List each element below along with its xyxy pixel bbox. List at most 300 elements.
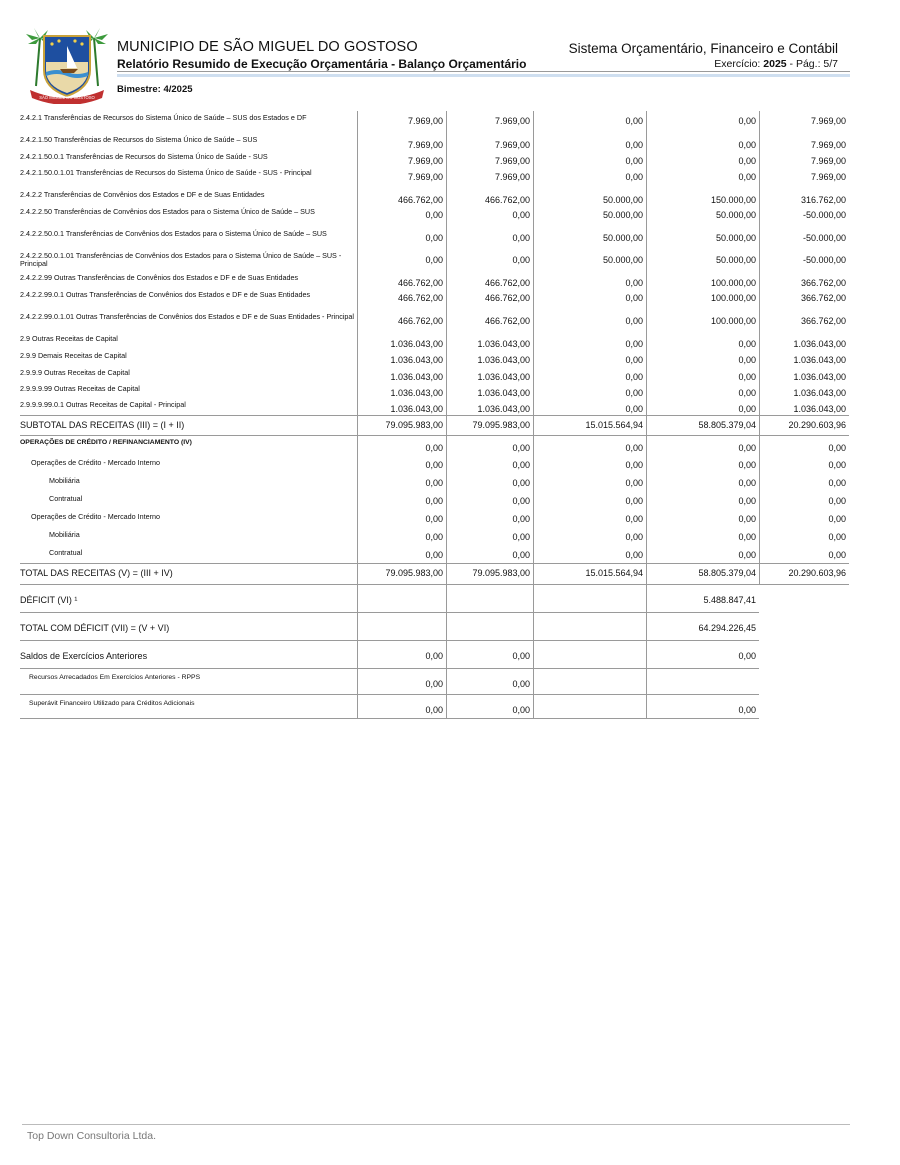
row-label: OPERAÇÕES DE CRÉDITO / REFINANCIAMENTO (IV) xyxy=(20,439,192,446)
value-cell xyxy=(357,310,446,332)
value-cell xyxy=(759,310,849,332)
cell-value: 0,00 xyxy=(828,550,846,560)
cell-value: 1.036.043,00 xyxy=(390,388,443,398)
value-cell xyxy=(646,527,759,545)
value-cell xyxy=(533,613,646,640)
cell-value: 7.969,00 xyxy=(407,172,443,182)
cell-value: 7.969,00 xyxy=(494,172,530,182)
value-cell xyxy=(533,205,646,227)
cell-value: 466.762,00 xyxy=(397,195,443,205)
cell-value: 0,00 xyxy=(625,496,643,506)
cell-value: 0,00 xyxy=(738,355,756,365)
cell-value: 100.000,00 xyxy=(710,293,756,303)
value-cell xyxy=(533,641,646,668)
value-cell xyxy=(446,527,533,545)
cell-value: 0,00 xyxy=(512,233,530,243)
table-row xyxy=(20,509,849,527)
table-row xyxy=(20,310,849,332)
value-cell xyxy=(446,585,533,612)
value-cell xyxy=(533,585,646,612)
cell-value: 79.095.983,00 xyxy=(385,420,443,430)
cell-value: 0,00 xyxy=(828,478,846,488)
cell-value: 466.762,00 xyxy=(484,293,530,303)
cell-value: 0,00 xyxy=(425,550,443,560)
table-row xyxy=(20,435,849,455)
value-cell xyxy=(646,613,759,640)
row-label: Mobiliária xyxy=(49,530,80,539)
value-cell xyxy=(446,271,533,288)
value-cell xyxy=(357,545,446,563)
value-cell xyxy=(646,366,759,382)
table-row xyxy=(20,398,849,415)
value-cell xyxy=(646,227,759,249)
cell-value: 0,00 xyxy=(625,460,643,470)
value-cell xyxy=(357,111,446,133)
value-cell xyxy=(533,111,646,133)
value-cell xyxy=(446,491,533,509)
value-cell xyxy=(446,669,533,694)
cell-value: 0,00 xyxy=(625,316,643,326)
cell-value: 1.036.043,00 xyxy=(793,404,846,414)
value-cell xyxy=(357,509,446,527)
row-label: 2.4.2.2.50.0.1.01 Transferências de Convênios dos Estados para o Sistema Único de Saúde – SUS - Principal xyxy=(20,251,342,269)
value-cell xyxy=(646,669,759,694)
row-label: Contratual xyxy=(49,548,83,557)
cell-value: 0,00 xyxy=(625,278,643,288)
value-cell xyxy=(759,398,849,415)
cell-value: 1.036.043,00 xyxy=(793,355,846,365)
value-cell xyxy=(533,188,646,205)
cell-value: 0,00 xyxy=(738,443,756,453)
cell-value: 1.036.043,00 xyxy=(793,388,846,398)
value-cell xyxy=(357,436,446,455)
cell-value: 0,00 xyxy=(828,496,846,506)
cell-value: 7.969,00 xyxy=(810,156,846,166)
cell-value: 0,00 xyxy=(425,210,443,220)
cell-value: 0,00 xyxy=(512,651,530,661)
cell-value: 0,00 xyxy=(625,293,643,303)
value-cell xyxy=(357,669,446,694)
value-cell xyxy=(357,188,446,205)
cell-value: 0,00 xyxy=(625,140,643,150)
cell-value: 0,00 xyxy=(625,172,643,182)
table-row xyxy=(20,563,849,585)
value-cell xyxy=(533,398,646,415)
value-cell xyxy=(357,416,446,435)
value-cell xyxy=(646,382,759,398)
row-label: 2.4.2.2.50.0.1 Transferências de Convênios dos Estados para o Sistema Único de Saúde – SUS xyxy=(20,229,327,238)
cell-value: 0,00 xyxy=(512,532,530,542)
cell-value: 0,00 xyxy=(512,443,530,453)
value-cell xyxy=(759,349,849,366)
cell-value: 100.000,00 xyxy=(710,278,756,288)
value-cell xyxy=(759,205,849,227)
value-cell xyxy=(646,641,759,668)
value-cell xyxy=(533,545,646,563)
page-number: Pág.: 5/7 xyxy=(795,58,838,70)
table-row xyxy=(20,669,759,695)
cell-value: 64.294.226,45 xyxy=(698,623,756,633)
row-label: 2.9.9 Demais Receitas de Capital xyxy=(20,351,127,360)
value-cell xyxy=(759,564,849,584)
row-label: Contratual xyxy=(49,494,83,503)
value-cell xyxy=(759,527,849,545)
value-cell xyxy=(446,349,533,366)
value-cell xyxy=(533,227,646,249)
value-cell xyxy=(759,166,849,188)
value-cell xyxy=(446,133,533,150)
value-cell xyxy=(357,166,446,188)
value-cell xyxy=(759,111,849,133)
cell-value: 79.095.983,00 xyxy=(472,420,530,430)
table-row xyxy=(20,473,849,491)
value-cell xyxy=(357,249,446,271)
value-cell xyxy=(357,150,446,166)
cell-value: 0,00 xyxy=(625,116,643,126)
cell-value: 7.969,00 xyxy=(494,116,530,126)
cell-value: 0,00 xyxy=(512,514,530,524)
value-cell xyxy=(357,455,446,473)
value-cell xyxy=(357,585,446,612)
row-label: DÉFICIT (VI) ¹ xyxy=(20,595,78,605)
table-row xyxy=(20,166,849,188)
cell-value: 50.000,00 xyxy=(602,195,643,205)
cell-value: 0,00 xyxy=(828,514,846,524)
cell-value: -50.000,00 xyxy=(802,255,846,265)
cell-value: 366.762,00 xyxy=(800,278,846,288)
value-cell xyxy=(446,416,533,435)
value-cell xyxy=(646,695,759,718)
cell-value: 0,00 xyxy=(625,478,643,488)
value-cell xyxy=(533,455,646,473)
cell-value: 50.000,00 xyxy=(602,210,643,220)
value-cell xyxy=(533,382,646,398)
cell-value: 0,00 xyxy=(625,388,643,398)
cell-value: 0,00 xyxy=(738,550,756,560)
cell-value: -50.000,00 xyxy=(802,210,846,220)
value-cell xyxy=(533,473,646,491)
system-name: Sistema Orçamentário, Financeiro e Contábil xyxy=(568,41,838,56)
value-cell xyxy=(357,473,446,491)
value-cell xyxy=(446,564,533,584)
table-row xyxy=(20,455,849,473)
value-cell xyxy=(357,271,446,288)
cell-value: 0,00 xyxy=(738,404,756,414)
cell-value: 0,00 xyxy=(828,532,846,542)
value-cell xyxy=(446,436,533,455)
row-label: TOTAL COM DÉFICIT (VII) = (V + VI) xyxy=(20,623,170,633)
municipality-name: MUNICIPIO DE SÃO MIGUEL DO GOSTOSO xyxy=(117,39,418,55)
cell-value: 150.000,00 xyxy=(710,195,756,205)
value-cell xyxy=(357,332,446,349)
cell-value: -50.000,00 xyxy=(802,233,846,243)
cell-value: 0,00 xyxy=(828,443,846,453)
cell-value: 0,00 xyxy=(512,496,530,506)
cell-value: 0,00 xyxy=(425,255,443,265)
value-cell xyxy=(446,310,533,332)
value-cell xyxy=(446,227,533,249)
cell-value: 0,00 xyxy=(425,233,443,243)
value-cell xyxy=(646,150,759,166)
value-cell xyxy=(446,545,533,563)
value-cell xyxy=(646,310,759,332)
cell-value: 15.015.564,94 xyxy=(585,420,643,430)
value-cell xyxy=(646,188,759,205)
value-cell xyxy=(759,416,849,435)
value-cell xyxy=(646,133,759,150)
table-row xyxy=(20,133,849,150)
logo-ribbon-text: SÃO MIGUEL DO GOSTOSO xyxy=(39,95,95,100)
value-cell xyxy=(759,473,849,491)
cell-value: 0,00 xyxy=(512,478,530,488)
row-label: 2.4.2.1.50.0.1 Transferências de Recursos do Sistema Único de Saúde - SUS xyxy=(20,152,268,161)
row-label: Mobiliária xyxy=(49,476,80,485)
footer-divider xyxy=(22,1124,850,1125)
cell-value: 0,00 xyxy=(512,705,530,715)
cell-value: 50.000,00 xyxy=(715,210,756,220)
value-cell xyxy=(646,249,759,271)
cell-value: 1.036.043,00 xyxy=(390,355,443,365)
value-cell xyxy=(446,249,533,271)
cell-value: 0,00 xyxy=(738,116,756,126)
cell-value: 7.969,00 xyxy=(407,140,443,150)
value-cell xyxy=(646,564,759,584)
cell-value: 1.036.043,00 xyxy=(793,372,846,382)
table-row xyxy=(20,188,849,205)
row-label: 2.4.2.2.99.0.1 Outras Transferências de Convênios dos Estados e DF e de Suas Entidades xyxy=(20,290,311,299)
row-label: 2.4.2.1 Transferências de Recursos do Sistema Único de Saúde – SUS dos Estados e DF xyxy=(20,113,307,122)
cell-value: 7.969,00 xyxy=(494,140,530,150)
value-cell xyxy=(759,366,849,382)
value-cell xyxy=(357,527,446,545)
cell-value: 0,00 xyxy=(425,651,443,661)
cell-value: 0,00 xyxy=(738,478,756,488)
row-label: 2.9 Outras Receitas de Capital xyxy=(20,334,118,343)
exercise-year: 2025 xyxy=(763,58,787,70)
value-cell xyxy=(533,288,646,310)
cell-value: 366.762,00 xyxy=(800,293,846,303)
row-label: Superávit Financeiro Utilizado para Créditos Adicionais xyxy=(29,700,195,707)
cell-value: 0,00 xyxy=(738,140,756,150)
value-cell xyxy=(357,227,446,249)
cell-value: 0,00 xyxy=(512,550,530,560)
value-cell xyxy=(357,133,446,150)
value-cell xyxy=(446,398,533,415)
value-cell xyxy=(446,332,533,349)
table-row xyxy=(20,527,849,545)
cell-value: 0,00 xyxy=(738,372,756,382)
value-cell xyxy=(646,111,759,133)
cell-value: 7.969,00 xyxy=(407,156,443,166)
cell-value: 1.036.043,00 xyxy=(477,372,530,382)
value-cell xyxy=(533,366,646,382)
cell-value: 100.000,00 xyxy=(710,316,756,326)
cell-value: 15.015.564,94 xyxy=(585,568,643,578)
cell-value: 1.036.043,00 xyxy=(390,404,443,414)
row-label: 2.9.9.9 Outras Receitas de Capital xyxy=(20,368,130,377)
cell-value: 0,00 xyxy=(625,443,643,453)
cell-value: 466.762,00 xyxy=(397,278,443,288)
cell-value: 0,00 xyxy=(625,404,643,414)
value-cell xyxy=(446,382,533,398)
footer-company: Top Down Consultoria Ltda. xyxy=(27,1130,156,1142)
value-cell xyxy=(646,271,759,288)
value-cell xyxy=(533,436,646,455)
value-cell xyxy=(759,455,849,473)
value-cell xyxy=(533,695,646,718)
cell-value: 7.969,00 xyxy=(494,156,530,166)
value-cell xyxy=(357,398,446,415)
value-cell xyxy=(759,491,849,509)
value-cell xyxy=(533,249,646,271)
row-label: Operações de Crédito - Mercado Interno xyxy=(31,512,161,521)
row-label: TOTAL DAS RECEITAS (V) = (III + IV) xyxy=(20,568,173,578)
value-cell xyxy=(759,133,849,150)
value-cell xyxy=(533,332,646,349)
table-row xyxy=(20,585,759,613)
value-cell xyxy=(533,669,646,694)
table-row xyxy=(20,150,849,166)
cell-value: 79.095.983,00 xyxy=(472,568,530,578)
cell-value: 0,00 xyxy=(738,496,756,506)
cell-value: 1.036.043,00 xyxy=(390,372,443,382)
value-cell xyxy=(646,349,759,366)
cell-value: 466.762,00 xyxy=(397,293,443,303)
cell-value: 0,00 xyxy=(425,496,443,506)
cell-value: 0,00 xyxy=(425,532,443,542)
cell-value: 1.036.043,00 xyxy=(477,339,530,349)
cell-value: 0,00 xyxy=(625,156,643,166)
table-row xyxy=(20,288,849,310)
value-cell xyxy=(357,641,446,668)
cell-value: 50.000,00 xyxy=(715,255,756,265)
cell-value: 0,00 xyxy=(425,478,443,488)
value-cell xyxy=(646,205,759,227)
value-cell xyxy=(646,398,759,415)
cell-value: 79.095.983,00 xyxy=(385,568,443,578)
value-cell xyxy=(759,227,849,249)
table-row xyxy=(20,111,849,133)
value-cell xyxy=(446,150,533,166)
row-label: 2.4.2.2.50 Transferências de Convênios dos Estados para o Sistema Único de Saúde – SUS xyxy=(20,207,315,216)
value-cell xyxy=(533,150,646,166)
value-cell xyxy=(446,613,533,640)
cell-value: 1.036.043,00 xyxy=(477,355,530,365)
value-cell xyxy=(357,382,446,398)
exercise-label: Exercício: xyxy=(714,58,761,70)
cell-value: 0,00 xyxy=(625,514,643,524)
value-cell xyxy=(446,288,533,310)
row-label: Recursos Arrecadados Em Exercícios Anteriores - RPPS xyxy=(29,674,201,681)
cell-value: 316.762,00 xyxy=(800,195,846,205)
reporting-period: Bimestre: 4/2025 xyxy=(117,84,193,95)
row-label: 2.4.2.1.50 Transferências de Recursos do Sistema Único de Saúde – SUS xyxy=(20,135,258,144)
value-cell xyxy=(446,166,533,188)
value-cell xyxy=(357,564,446,584)
value-cell xyxy=(446,641,533,668)
value-cell xyxy=(533,166,646,188)
cell-value: 20.290.603,96 xyxy=(788,420,846,430)
value-cell xyxy=(533,527,646,545)
table-row xyxy=(20,695,759,719)
value-cell xyxy=(533,271,646,288)
value-cell xyxy=(446,111,533,133)
cell-value: 1.036.043,00 xyxy=(477,404,530,414)
header-accent-bar xyxy=(117,74,850,77)
cell-value: 5.488.847,41 xyxy=(703,595,756,605)
value-cell xyxy=(533,310,646,332)
value-cell xyxy=(646,455,759,473)
row-label: Saldos de Exercícios Anteriores xyxy=(20,651,148,661)
cell-value: 0,00 xyxy=(738,172,756,182)
value-cell xyxy=(446,205,533,227)
cell-value: 0,00 xyxy=(425,679,443,689)
row-label: SUBTOTAL DAS RECEITAS (III) = (I + II) xyxy=(20,420,185,430)
cell-value: 0,00 xyxy=(425,514,443,524)
value-cell xyxy=(646,473,759,491)
cell-value: 0,00 xyxy=(625,532,643,542)
value-cell xyxy=(759,382,849,398)
cell-value: 0,00 xyxy=(425,443,443,453)
header-divider xyxy=(117,71,850,72)
value-cell xyxy=(646,585,759,612)
value-cell xyxy=(759,188,849,205)
cell-value: 0,00 xyxy=(512,255,530,265)
value-cell xyxy=(646,491,759,509)
cell-value: 466.762,00 xyxy=(484,316,530,326)
value-cell xyxy=(646,332,759,349)
cell-value: 58.805.379,04 xyxy=(698,420,756,430)
row-label: 2.4.2.1.50.0.1.01 Transferências de Recursos do Sistema Único de Saúde - SUS - Principal xyxy=(20,168,312,177)
value-cell xyxy=(533,133,646,150)
cell-value: 7.969,00 xyxy=(810,140,846,150)
value-cell xyxy=(357,366,446,382)
value-cell xyxy=(646,288,759,310)
cell-value: 0,00 xyxy=(738,514,756,524)
table-row xyxy=(20,415,849,435)
cell-value: 466.762,00 xyxy=(484,195,530,205)
cell-value: 1.036.043,00 xyxy=(390,339,443,349)
value-cell xyxy=(446,455,533,473)
value-cell xyxy=(646,436,759,455)
cell-value: 0,00 xyxy=(738,388,756,398)
value-cell xyxy=(357,205,446,227)
cell-value: 466.762,00 xyxy=(484,278,530,288)
value-cell xyxy=(446,695,533,718)
row-label: 2.9.9.9.99 Outras Receitas de Capital xyxy=(20,384,140,393)
table-row xyxy=(20,227,849,249)
value-cell xyxy=(759,509,849,527)
value-cell xyxy=(646,509,759,527)
cell-value: 0,00 xyxy=(512,679,530,689)
cell-value: 0,00 xyxy=(512,210,530,220)
cell-value: 0,00 xyxy=(738,156,756,166)
row-label: 2.4.2.2.99.0.1.01 Outras Transferências de Convênios dos Estados e DF e de Suas Entidades - Principal xyxy=(20,312,355,321)
cell-value: 7.969,00 xyxy=(407,116,443,126)
value-cell xyxy=(759,249,849,271)
table-row xyxy=(20,332,849,349)
value-cell xyxy=(533,416,646,435)
value-cell xyxy=(759,436,849,455)
value-cell xyxy=(759,332,849,349)
value-cell xyxy=(646,166,759,188)
row-label: 2.9.9.9.99.0.1 Outras Receitas de Capital - Principal xyxy=(20,400,186,409)
row-label: Operações de Crédito - Mercado Interno xyxy=(31,458,161,467)
row-label: 2.4.2.2.99 Outras Transferências de Convênios dos Estados e DF e de Suas Entidades xyxy=(20,273,299,282)
row-label: 2.4.2.2 Transferências de Convênios dos Estados e DF e de Suas Entidades xyxy=(20,190,265,199)
value-cell xyxy=(759,271,849,288)
value-cell xyxy=(759,288,849,310)
